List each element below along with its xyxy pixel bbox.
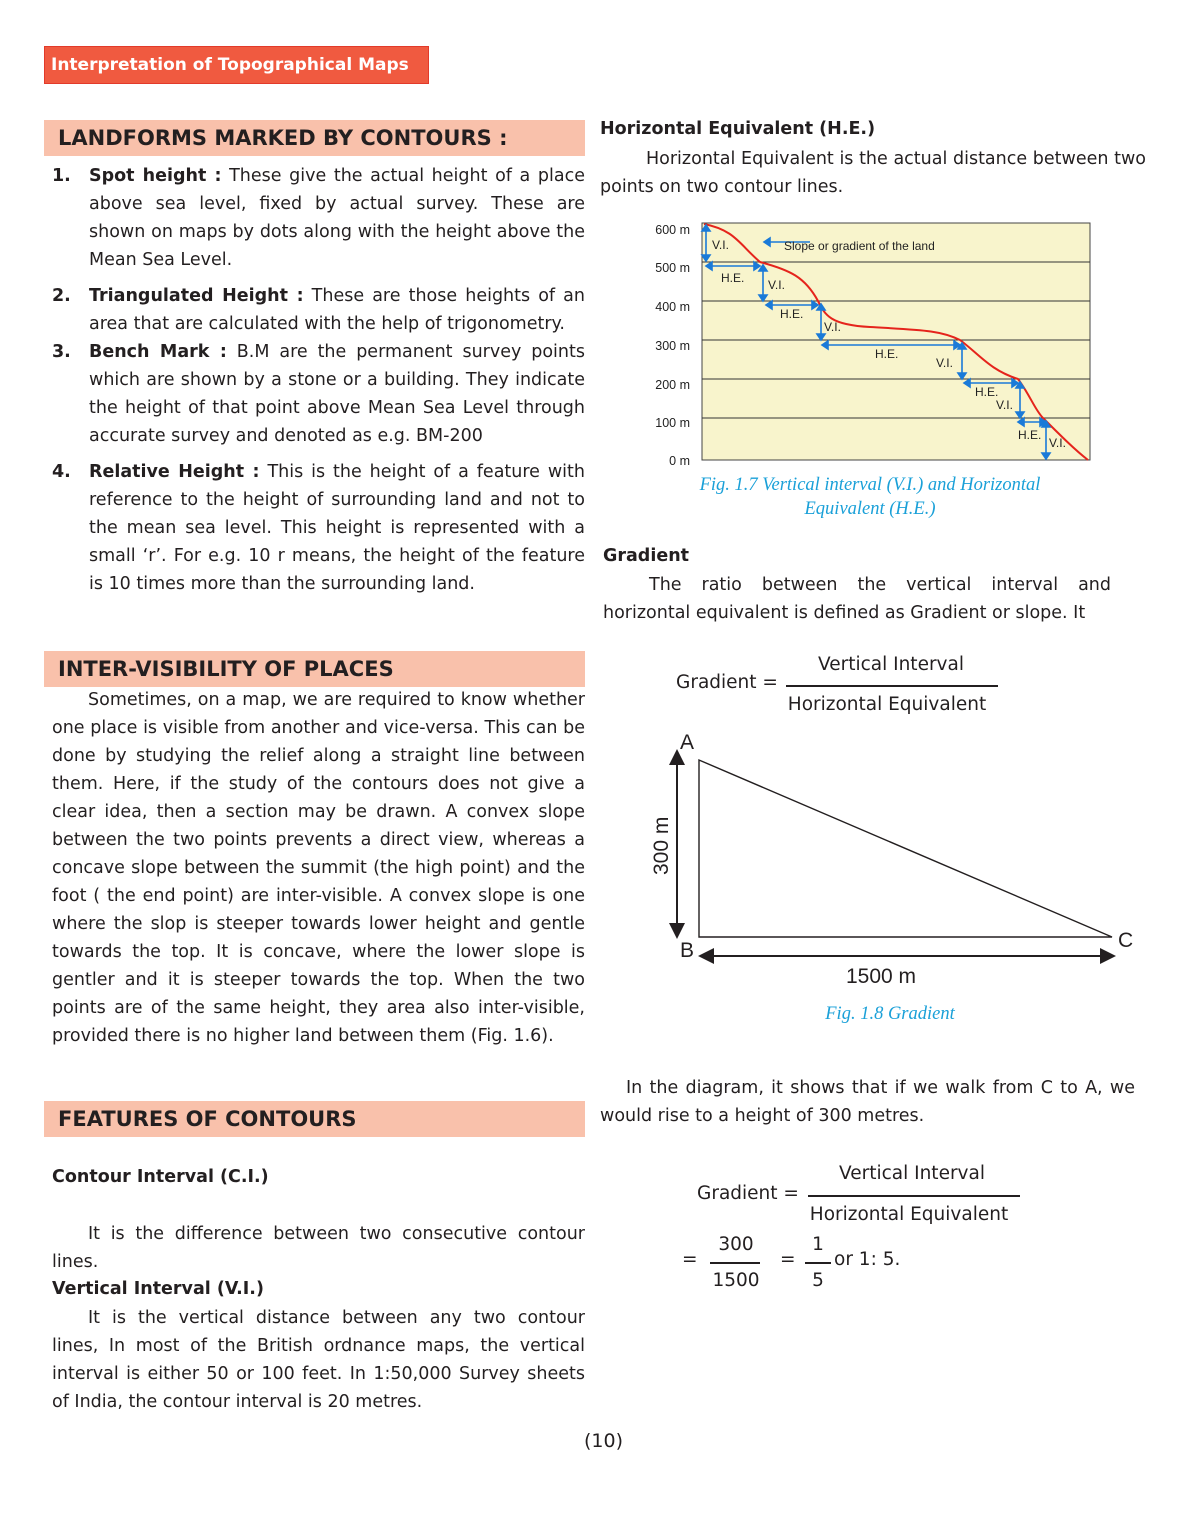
list-item: 3. Bench Mark : B.M are the permanent survey points which are shown by a stone or a building. They indicate the height of that point above Mean Sea Level through accurate survey and denoted as e.g. BM-200 [52,342,585,446]
point-a-label: A [680,731,695,754]
figure-gradient-triangle [640,725,1140,995]
vertical-distance-label: 300 m [650,816,673,875]
fraction-line [710,1262,760,1264]
svg-text:100 m: 100 m [655,416,690,430]
svg-text:V.I.: V.I. [768,278,785,292]
gradient-paragraph: The ratio between the vertical interval and horizontal equivalent is defined as Gradient or slope. It [603,575,1111,623]
chapter-title-tag: Interpretation of Topographical Maps [44,46,429,84]
fraction-1500-denominator: 1500 [712,1270,760,1291]
page-number: (10) [584,1430,624,1452]
walk-paragraph: In the diagram, it shows that if we walk from C to A, we would rise to a height of 300 metres. [600,1078,1135,1126]
svg-text:H.E.: H.E. [1018,428,1042,442]
horizontal-distance-label: 1500 m [846,965,917,988]
svg-text:V.I.: V.I. [1049,436,1066,450]
slope-label: Slope or gradient of the land [784,239,935,253]
horizontal-equivalent-heading: Horizontal Equivalent (H.E.) [600,119,876,139]
svg-text:300 m: 300 m [655,339,690,353]
list-item: 4. Relative Height : This is the height of a feature with reference to the height of surrounding land and not to the mean sea level. This height is represented with a small ‘r’. For e.g. 10 r means, the height of the feature is 10 times more than the surrounding land. [52,462,585,594]
list-item: 2. Triangulated Height : These are those heights of an area that are calculated with the help of trigonometry. [52,286,585,334]
contour-interval-paragraph: It is the difference between two consecutive contour lines. [52,1224,585,1272]
vertical-interval-heading: Vertical Interval (V.I.) [52,1279,264,1299]
svg-text:V.I.: V.I. [712,238,729,252]
figure-vi-he-profile [640,215,1100,470]
equals-sign: = [780,1249,796,1270]
svg-text:H.E.: H.E. [780,307,804,321]
landforms-list [52,162,585,606]
section-heading-intervisibility: INTER-VISIBILITY OF PLACES [44,651,585,687]
svg-text:V.I.: V.I. [824,320,841,334]
figure-caption-1-8: Fig. 1.8 Gradient [825,1004,955,1024]
ratio-result: or 1: 5. [834,1249,901,1270]
svg-text:600 m: 600 m [655,223,690,237]
svg-text:200 m: 200 m [655,378,690,392]
gradient-formula-2-numerator: Vertical Interval [839,1163,985,1184]
svg-text:H.E.: H.E. [975,385,999,399]
gradient-formula-lhs: Gradient = [676,672,778,693]
svg-text:400 m: 400 m [655,300,690,314]
fraction-line [808,1195,1020,1197]
fraction-5-denominator: 5 [812,1270,824,1291]
svg-text:500 m: 500 m [655,261,690,275]
section-heading-landforms: LANDFORMS MARKED BY CONTOURS : [44,120,585,156]
point-c-label: C [1118,929,1134,952]
list-item: 1. Spot height : These give the actual height of a place above sea level, fixed by actual survey. These are shown on maps by dots along with the height above the Mean Sea Level. [52,166,585,270]
point-b-label: B [680,939,695,962]
fraction-300-numerator: 300 [718,1234,754,1255]
horizontal-equivalent-paragraph: Horizontal Equivalent is the actual distance between two points on two contour lines. [600,149,1146,197]
svg-text:V.I.: V.I. [996,398,1013,412]
figure-caption-1-7: Fig. 1.7 Vertical interval (V.I.) and Horizontal Equivalent (H.E.) [699,475,1041,519]
gradient-formula-2-lhs: Gradient = [697,1183,799,1204]
fraction-line [805,1262,831,1264]
intervisibility-paragraph: Sometimes, on a map, we are required to know whether one place is visible from another and vice-versa. This can be done by studying the relief along a straight line between them. Here, if the study of the contours does not give a clear idea, then a section may be drawn. A convex slope between the two points prevents a direct view, whereas a concave slope between the summit (the high point) and the foot ( the end point) are inter-visible. A convex slope is one where the slop is steeper towards lower height and gentle towards the top. It is concave, where the lower slope is gentler and it is steeper towards the top. When the two points are of the same height, they area also inter-visible, provided there is no higher land between them (Fig. 1.6). [52,690,585,1046]
equals-sign: = [682,1249,698,1270]
gradient-formula-denominator: Horizontal Equivalent [787,694,987,715]
vertical-interval-paragraph: It is the vertical distance between any two contour lines, In most of the British ordnance maps, the vertical interval is either 50 or 100 feet. In 1:50,000 Survey sheets of India, the contour interval is 20 metres. [52,1308,585,1412]
section-heading-features: FEATURES OF CONTOURS [44,1101,585,1137]
svg-text:H.E.: H.E. [721,271,745,285]
contour-interval-heading: Contour Interval (C.I.) [52,1167,269,1187]
fraction-line [786,685,998,687]
gradient-heading: Gradient [603,546,690,566]
gradient-formula-numerator: Vertical Interval [818,654,964,675]
gradient-formula-2-denominator: Horizontal Equivalent [809,1204,1009,1225]
fraction-1-numerator: 1 [812,1234,824,1255]
svg-text:0 m: 0 m [669,454,690,468]
svg-text:V.I.: V.I. [936,356,953,370]
svg-text:H.E.: H.E. [875,347,899,361]
